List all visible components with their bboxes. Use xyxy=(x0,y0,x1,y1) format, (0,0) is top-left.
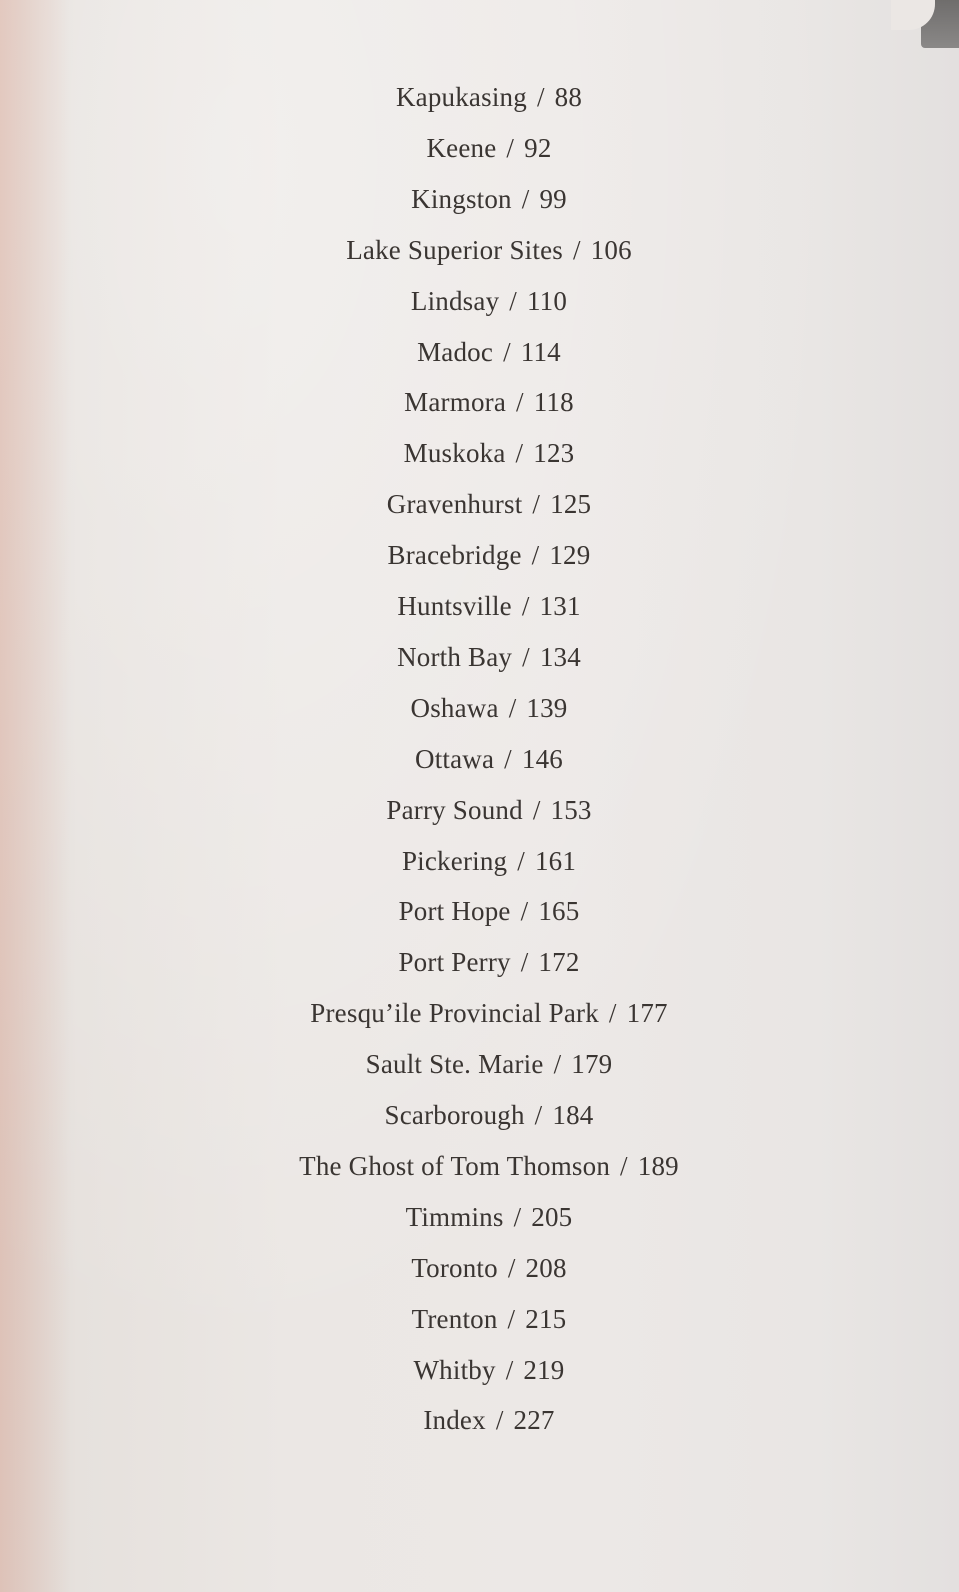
toc-entry-page-number: 99 xyxy=(539,183,567,214)
toc-entry xyxy=(0,233,959,267)
toc-entry-separator: / xyxy=(505,1354,514,1385)
toc-entry-title: Lindsay xyxy=(410,285,500,316)
toc-entry-page-number: 165 xyxy=(538,896,580,927)
toc-entry xyxy=(0,945,959,979)
toc-entry xyxy=(0,589,959,623)
toc-entry-page-number: 205 xyxy=(531,1201,573,1232)
toc-entry xyxy=(0,1047,959,1081)
toc-entry xyxy=(0,385,959,419)
toc-entry xyxy=(0,335,959,369)
toc-entry-page-number: 208 xyxy=(525,1252,567,1283)
toc-entry-title: Scarborough xyxy=(384,1100,525,1130)
toc-entry-page-number: 189 xyxy=(637,1150,679,1181)
toc-entry-page-number: 123 xyxy=(533,438,575,469)
toc-entry-separator: / xyxy=(513,1201,522,1232)
toc-entry-title: Marmora xyxy=(404,387,507,418)
toc-entry-separator: / xyxy=(517,845,525,876)
toc-entry-page-number: 139 xyxy=(526,692,568,723)
toc-entry-page-number: 134 xyxy=(539,641,581,672)
toc-entry-separator: / xyxy=(503,336,511,367)
toc-entry-page-number: 215 xyxy=(525,1303,567,1334)
toc-entry-title: Muskoka xyxy=(403,438,506,469)
toc-entry xyxy=(0,1302,959,1336)
toc-entry-title: Index xyxy=(423,1405,486,1436)
toc-entry-page-number: 110 xyxy=(526,285,568,316)
toc-entry-separator: / xyxy=(509,285,517,316)
toc-entry xyxy=(0,742,959,776)
toc-entry xyxy=(0,1149,959,1183)
toc-entry xyxy=(0,1200,959,1234)
toc-entry-title: Kapukasing xyxy=(395,82,527,112)
toc-entry-title: Port Perry xyxy=(398,947,511,978)
toc-entry-title: Sault Ste. Marie xyxy=(365,1049,544,1080)
toc-entry-separator: / xyxy=(522,641,530,672)
toc-entry-separator: / xyxy=(520,896,529,927)
toc-entry xyxy=(0,80,959,114)
toc-entry-title: Kingston xyxy=(411,183,512,214)
toc-entry-page-number: 227 xyxy=(513,1405,555,1436)
toc-entry-title: Ottawa xyxy=(415,743,495,774)
toc-entry-separator: / xyxy=(507,1252,516,1283)
toc-entry-title: Lake Superior Sites xyxy=(346,234,563,265)
toc-entry-title: Parry Sound xyxy=(386,794,523,825)
toc-entry-title: The Ghost of Tom Thomson xyxy=(299,1150,611,1181)
toc-entry-separator: / xyxy=(521,183,530,214)
toc-entry-title: Gravenhurst xyxy=(386,489,523,520)
toc-entry-title: Oshawa xyxy=(410,692,499,723)
toc-entry xyxy=(0,1098,959,1132)
toc-entry-separator: / xyxy=(495,1405,504,1436)
toc-entry-page-number: 106 xyxy=(590,234,632,265)
toc-entry-separator: / xyxy=(515,438,524,469)
toc-entry-page-number: 131 xyxy=(539,591,581,621)
toc-entry-title: Keene xyxy=(426,132,497,163)
toc-entry-page-number: 88 xyxy=(554,82,583,112)
toc-entry-page-number: 177 xyxy=(626,998,668,1029)
toc-entry-title: Port Hope xyxy=(398,896,511,927)
toc-entry-title: Madoc xyxy=(417,336,494,367)
toc-entry xyxy=(0,894,959,928)
toc-entry-title: Bracebridge xyxy=(387,540,522,571)
toc-entry-separator: / xyxy=(532,794,541,825)
toc-entry-title: Pickering xyxy=(401,845,508,876)
toc-entry-page-number: 153 xyxy=(550,794,592,825)
toc-entry-page-number: 92 xyxy=(524,132,552,163)
toc-entry-title: Timmins xyxy=(405,1201,504,1232)
toc-entry-title: Presqu’ile Provincial Park xyxy=(310,998,599,1029)
toc-entry-separator: / xyxy=(506,132,515,163)
toc-entry xyxy=(0,538,959,572)
toc-entry xyxy=(0,487,959,521)
toc-entry-separator: / xyxy=(508,692,517,723)
toc-entry-separator: / xyxy=(536,82,545,112)
toc-entry-title: Whitby xyxy=(413,1354,496,1385)
toc-entry-separator: / xyxy=(553,1049,562,1080)
toc-entry xyxy=(0,131,959,165)
toc-entry-title: Huntsville xyxy=(397,591,512,621)
toc-entry-title: Trenton xyxy=(411,1303,498,1334)
toc-entry-page-number: 219 xyxy=(523,1354,565,1385)
toc-entry xyxy=(0,436,959,470)
toc-entry xyxy=(0,1353,959,1387)
toc-entry xyxy=(0,182,959,216)
toc-entry xyxy=(0,284,959,318)
toc-entry-separator: / xyxy=(507,1303,516,1334)
toc-entry-separator: / xyxy=(521,591,530,621)
toc-entry-page-number: 118 xyxy=(533,387,574,418)
toc-entry xyxy=(0,844,959,878)
toc-entry-page-number: 161 xyxy=(534,845,577,876)
toc-entry-page-number: 129 xyxy=(549,540,591,571)
toc-entry-separator: / xyxy=(620,1150,628,1181)
toc-entry xyxy=(0,793,959,827)
toc-entry xyxy=(0,691,959,725)
toc-entry xyxy=(0,996,959,1030)
toc-entry-separator: / xyxy=(572,234,581,265)
toc-entry-title: North Bay xyxy=(397,641,513,672)
toc-entry-page-number: 172 xyxy=(538,947,580,978)
toc-entry-title: Toronto xyxy=(411,1252,498,1283)
toc-entry-separator: / xyxy=(531,540,540,571)
toc-entry-page-number: 125 xyxy=(550,489,592,520)
toc-entry-page-number: 179 xyxy=(571,1049,613,1080)
toc-entry-separator: / xyxy=(520,947,529,978)
toc-entry-page-number: 184 xyxy=(552,1100,594,1130)
toc-entry-separator: / xyxy=(532,489,541,520)
toc-entry-separator: / xyxy=(516,387,524,418)
toc-entry-separator: / xyxy=(608,998,617,1029)
toc-entry-separator: / xyxy=(534,1100,543,1130)
toc-entry-page-number: 146 xyxy=(521,743,563,774)
toc-entry xyxy=(0,1251,959,1285)
toc-entry xyxy=(0,1403,959,1437)
toc-entry-separator: / xyxy=(504,743,512,774)
toc-entry xyxy=(0,640,959,674)
toc-entry-page-number: 114 xyxy=(520,336,561,367)
